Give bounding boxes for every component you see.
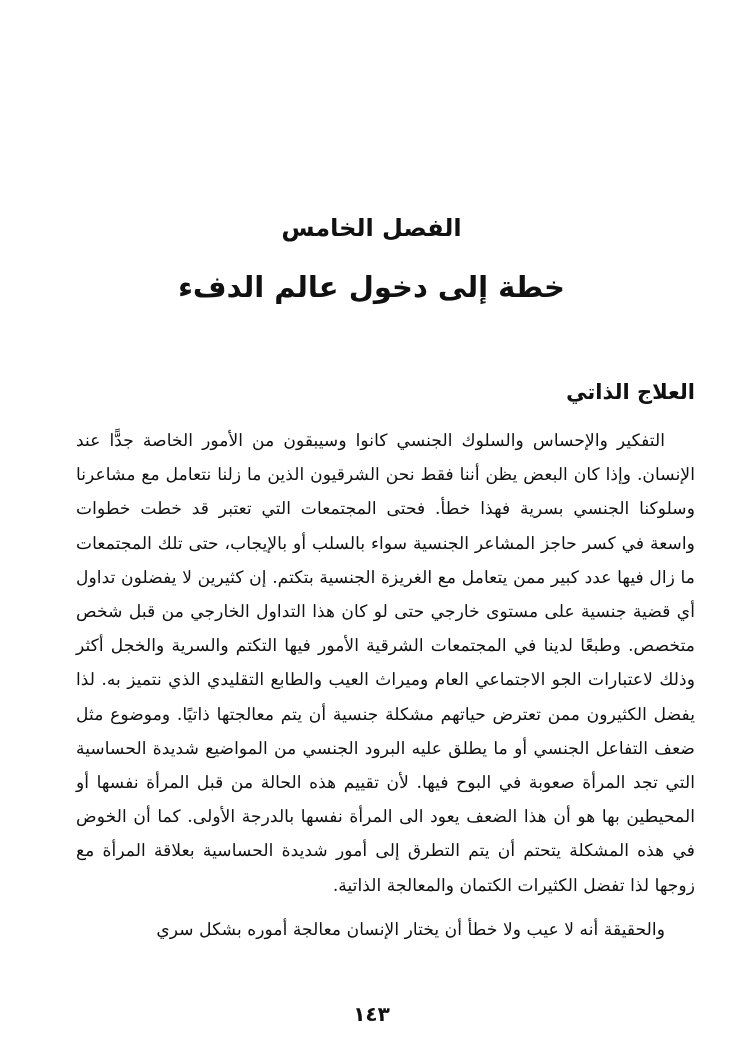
paragraph: والحقيقة أنه لا عيب ولا خطأ أن يختار الإنسان معالجة أموره بشكل سري (156, 919, 665, 940)
section-heading: العلاج الذاتي (566, 380, 695, 404)
chapter-title: خطة إلى دخول عالم الدفء (178, 270, 565, 304)
page-number: ١٤٣ (353, 1002, 390, 1026)
chapter-label: الفصل الخامس (281, 214, 462, 242)
paragraph: التفكير والإحساس والسلوك الجنسي كانوا وسيبقون من الأمور الخاصة جدًّا عند الإنسان. وإذا كان البعض يظن أننا فقط نحن الشرقيون الذين ما زلنا نتعامل مع مشاعرنا وسلوكنا الجنسي بسرية فهذا خطأ. فحتى المجتمعات التي تعتبر قد خطت خطوات واسعة في كسر حاجز المشاعر الجنسية سواء بالسلب أو بالإيجاب، حتى تلك المجتمعات ما زال فيها عدد كبير ممن يتعامل مع الغريزة الجنسية بتكتم. إن كثيرين لا يفضلون تداول أي قضية جنسية على مستوى خارجي حتى لو كان هذا التداول الخارجي من قبل شخص متخصص. وطبعًا لدينا في المجتمعات الشرقية الأمور فيها التكتم والسرية والخجل أكثر وذلك لاعتبارات الجو الاجتماعي العام وميراث العيب والطابع التقليدي الذي نتميز به. لذا يفضل الكثيرون ممن تعترض حياتهم مشكلة جنسية أن يتم معالجتها ذاتيًا. وموضوع مثل ضعف التفاعل الجنسي أو ما يطلق عليه البرود الجنسي من المواضيع شديدة الحساسية التي تجد المرأة صعوبة في البوح فيها. لأن تقييم هذه الحالة من قبل المرأة نفسها أو المحيطين بها هو أن هذا الضعف يعود الى المرأة نفسها بالدرجة الأولى. كما أن الخوض في هذه المشكلة يتحتم أن يتم التطرق إلى أمور شديدة الحساسية بعلاقة المرأة مع زوجها لذا تفضل الكثيرات الكتمان والمعالجة الذاتية. (76, 431, 695, 896)
body-text (76, 424, 695, 947)
